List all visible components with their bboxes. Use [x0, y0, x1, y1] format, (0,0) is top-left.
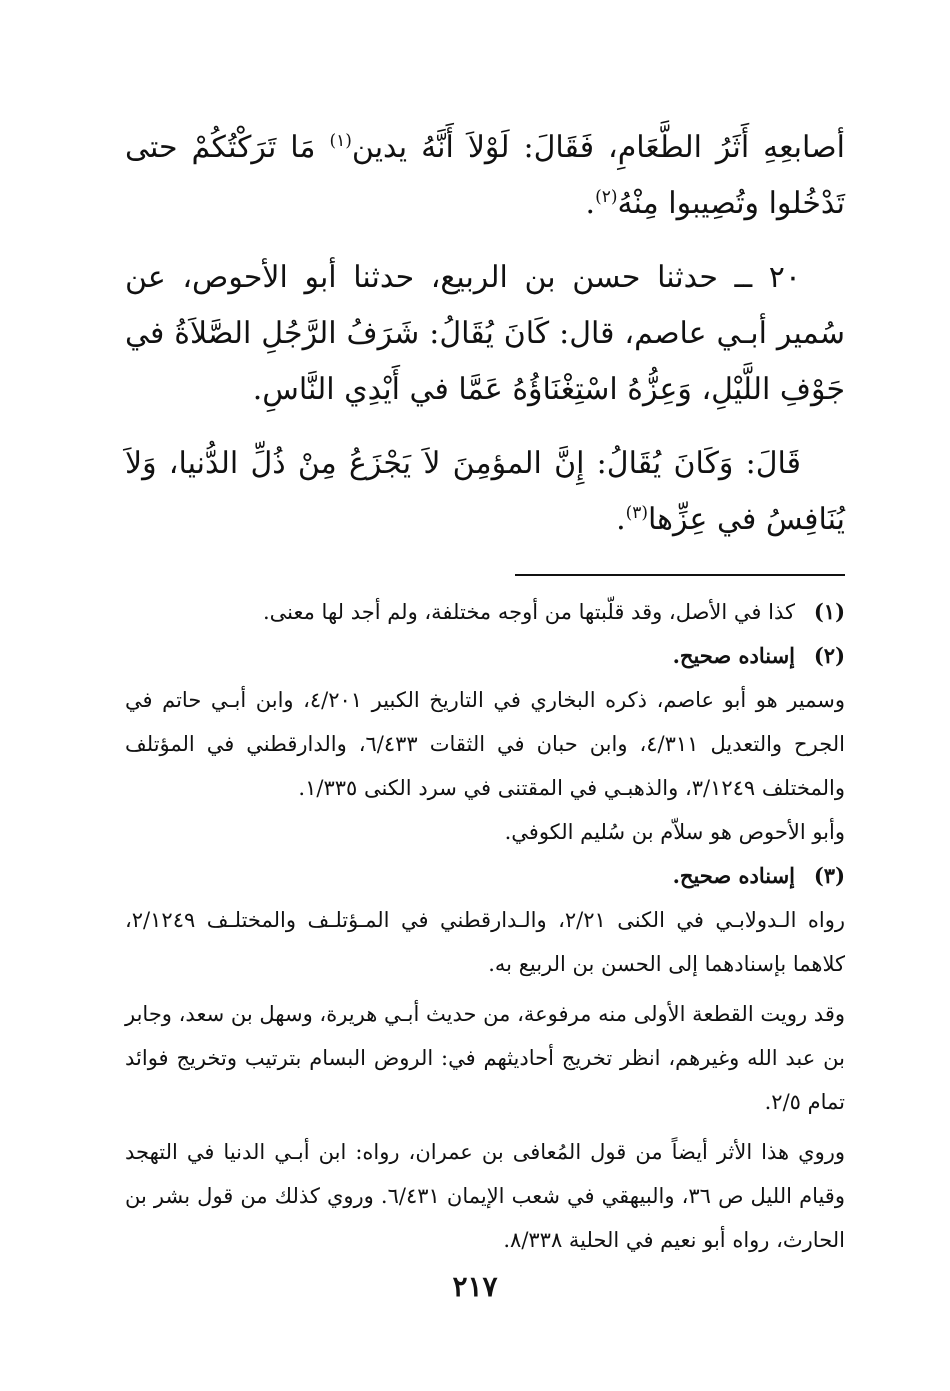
footnote-heading: إسناده صحيح.	[672, 643, 795, 668]
footnote-paragraph: رواه الـدولابـي في الكنى ٢/٢١، والـدارقطني في المـؤتلـف والمختلـف ٢/١٢٤٩، كلاهما بإسنادهما إلى الحسن بن الربيع به.	[125, 908, 845, 976]
footnote-3	[125, 854, 845, 898]
paragraph-text: أصابعِهِ أَثَرُ الطَّعَامِ، فَقَالَ: لَوْلاَ أَنَّهُ يدين	[351, 130, 845, 165]
footnote-1	[125, 590, 845, 634]
footnote-ref-1[interactable]: (١)	[329, 131, 352, 151]
paragraph-text: قَالَ: وَكَانَ يُقَالُ: إِنَّ المؤمِنَ لاَ يَجْزَعُ مِنْ ذُلِّ الدُّنيا، وَلاَ يُنَافِسُ في عِزِّها	[125, 446, 845, 537]
main-paragraph-1	[125, 120, 845, 232]
footnote-paragraph: وروي هذا الأثر أيضاً من قول المُعافى بن عمران، رواه: ابن أبـي الدنيا في التهجد وقيام الليل ص ٣٦، والبيهقي في شعب الإيمان ٦/٤٣١. وروي كذلك من قول بشر بن الحارث، رواه أبو نعيم في الحلية ٨/٣٣٨.	[125, 1140, 845, 1252]
footnote-2	[125, 634, 845, 678]
footnote-text: كذا في الأصل، وقد قلّبتها من أوجه مختلفة، ولم أجد لها معنى.	[262, 600, 795, 624]
paragraph-end: .	[585, 186, 596, 221]
main-paragraph-2: ٢٠ ــ حدثنا حسن بن الربيع، حدثنا أبو الأحوص، عن سُمير أبـي عاصم، قال: كَانَ يُقَالُ: شَرَفُ الرَّجُلِ الصَّلاَةُ في جَوْفِ اللَّيْلِ، وَعِزُّهُ اسْتِغْنَاؤُهُ عَمَّا في أَيْدِي النَّاسِ.	[125, 260, 845, 407]
footnote-paragraph: وقد رويت القطعة الأولى منه مرفوعة، من حديث أبـي هريرة، وسهل بن سعد، وجابر بن عبد الله وغيرهم، انظر تخريج أحاديثهم في: الروض البسام بترتيب وتخريج فوائد تمام ٢/٥.	[125, 1002, 845, 1114]
main-text	[125, 120, 845, 548]
footnote-ref-2[interactable]: (٢)	[595, 187, 618, 207]
footnote-number: (١)	[813, 599, 845, 624]
footnotes	[125, 590, 845, 1262]
paragraph-end: .	[616, 502, 626, 537]
footnote-content	[125, 634, 795, 678]
footnote-divider	[515, 574, 845, 576]
footnote-paragraph: وسمير هو أبو عاصم، ذكره البخاري في التاريخ الكبير ٤/٢٠١، وابن أبـي حاتم في الجرح والتعديل ٤/٣١١، وابن حبان في الثقات ٦/٤٣٣، والدارقطني في المؤتلف والمختلف ٣/١٢٤٩، والذهبـي في المقتنى في سرد الكنى ١/٣٣٥.	[125, 688, 845, 800]
footnote-content	[125, 854, 795, 898]
main-paragraph-3	[125, 436, 845, 548]
footnote-ref-3[interactable]: (٣)	[625, 503, 649, 523]
footnote-number: (٣)	[813, 863, 845, 888]
page-body	[125, 120, 845, 1262]
footnote-paragraph: وأبو الأحوص هو سلاّم بن سُليم الكوفي.	[504, 820, 845, 844]
footnote-number: (٢)	[813, 643, 845, 668]
footnote-heading: إسناده صحيح.	[672, 863, 795, 888]
page-number: ٢١٧	[452, 1270, 498, 1303]
paragraph-text: مَا تَرَكْتُكُمْ حتى تَدْخُلوا وتُصِيبوا مِنْهُ	[125, 130, 845, 221]
